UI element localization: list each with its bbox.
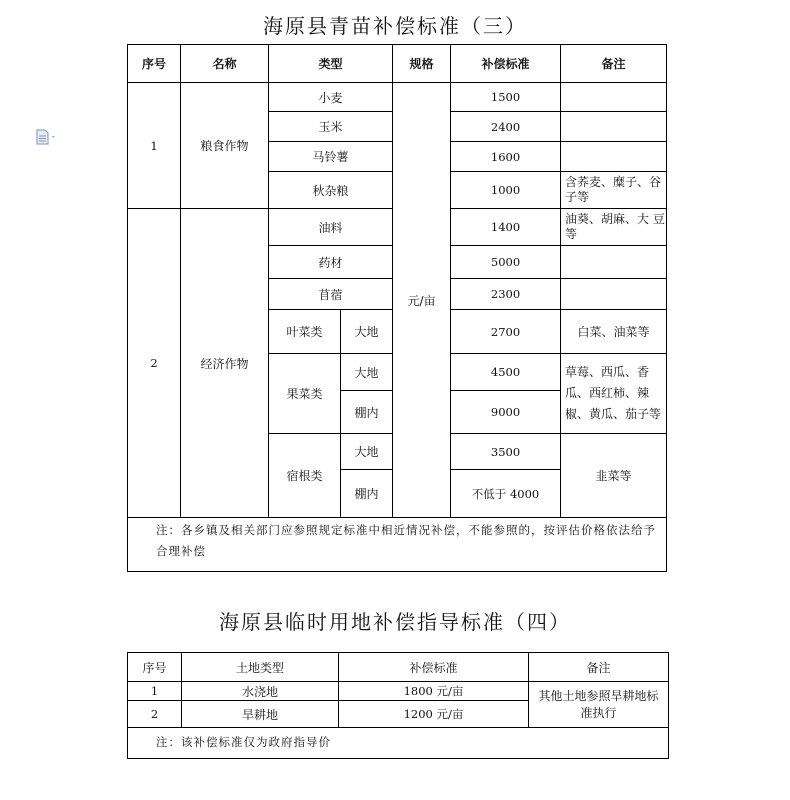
row-note: 韭菜等: [561, 434, 667, 518]
header-type: 类型: [269, 45, 393, 83]
row-note: 草莓、西瓜、香瓜、西红柿、辣椒、黄瓜、茄子等: [561, 354, 667, 434]
row-type: 药材: [269, 246, 393, 279]
header-spec: 规格: [393, 45, 451, 83]
compensation-table-4: [127, 652, 669, 759]
row-name: 粮食作物: [181, 83, 269, 209]
row-subtype: 大地: [341, 434, 393, 470]
row-subtype: 棚内: [341, 391, 393, 434]
table3-footnote: 注：各乡镇及相关部门应参照规定标准中相近情况补偿，不能参照的，按评估价格依法给予合理补偿: [128, 518, 667, 572]
row-value: 1400: [451, 209, 561, 246]
row-index: 1: [128, 682, 182, 701]
document-icon[interactable]: [35, 129, 57, 145]
row-note: [561, 83, 667, 112]
row-type: 宿根类: [269, 434, 341, 518]
header-remark: 备注: [561, 45, 667, 83]
row-note: 白菜、油菜等: [561, 310, 667, 354]
table-footnote-row: [128, 728, 669, 759]
row-value: 2300: [451, 279, 561, 310]
row-name: 经济作物: [181, 209, 269, 518]
row-note: [561, 246, 667, 279]
row-note: [561, 279, 667, 310]
row-subtype: 大地: [341, 354, 393, 391]
row-index: 2: [128, 209, 181, 518]
header-remark: 备注: [529, 653, 669, 682]
row-value: 2400: [451, 112, 561, 142]
row-type: 马铃薯: [269, 142, 393, 172]
row-type: 油料: [269, 209, 393, 246]
header-index: 序号: [128, 653, 182, 682]
table-footnote-row: [128, 518, 667, 572]
table-row: [128, 83, 667, 112]
row-index: 1: [128, 83, 181, 209]
row-value: 1800 元/亩: [339, 682, 529, 701]
row-type: 苜蓿: [269, 279, 393, 310]
row-note: [561, 112, 667, 142]
row-subtype: 棚内: [341, 470, 393, 518]
table-header-row: [128, 45, 667, 83]
table4-footnote: 注：该补偿标准仅为政府指导价: [128, 728, 669, 759]
row-type: 玉米: [269, 112, 393, 142]
row-note: 含荞麦、糜子、谷子等: [561, 172, 667, 209]
header-standard: 补偿标准: [451, 45, 561, 83]
row-type: 果菜类: [269, 354, 341, 434]
row-value: 1200 元/亩: [339, 701, 529, 728]
compensation-table-3: [127, 44, 667, 572]
row-value: 1600: [451, 142, 561, 172]
header-standard: 补偿标准: [339, 653, 529, 682]
table-header-row: [128, 653, 669, 682]
row-value: 9000: [451, 391, 561, 434]
header-land-type: 土地类型: [182, 653, 339, 682]
table4-title: 海原县临时用地补偿指导标准（四）: [219, 610, 571, 634]
row-value: 5000: [451, 246, 561, 279]
row-type: 秋杂粮: [269, 172, 393, 209]
row-value: 不低于 4000: [451, 470, 561, 518]
row-note: [561, 142, 667, 172]
row-index: 2: [128, 701, 182, 728]
row-subtype: 大地: [341, 310, 393, 354]
row-value: 4500: [451, 354, 561, 391]
row-note: 油葵、胡麻、大 豆等: [561, 209, 667, 246]
table-row: [128, 682, 669, 701]
unit-cell: 元/亩: [393, 83, 451, 518]
row-land-type: 水浇地: [182, 682, 339, 701]
header-name: 名称: [181, 45, 269, 83]
row-land-type: 旱耕地: [182, 701, 339, 728]
row-value: 2700: [451, 310, 561, 354]
header-index: 序号: [128, 45, 181, 83]
row-value: 1500: [451, 83, 561, 112]
table3-title: 海原县青苗补偿标准（三）: [263, 14, 527, 38]
row-type: 叶菜类: [269, 310, 341, 354]
row-value: 3500: [451, 434, 561, 470]
row-value: 1000: [451, 172, 561, 209]
row-note: 其他土地参照旱耕地标准执行: [529, 682, 669, 728]
row-type: 小麦: [269, 83, 393, 112]
